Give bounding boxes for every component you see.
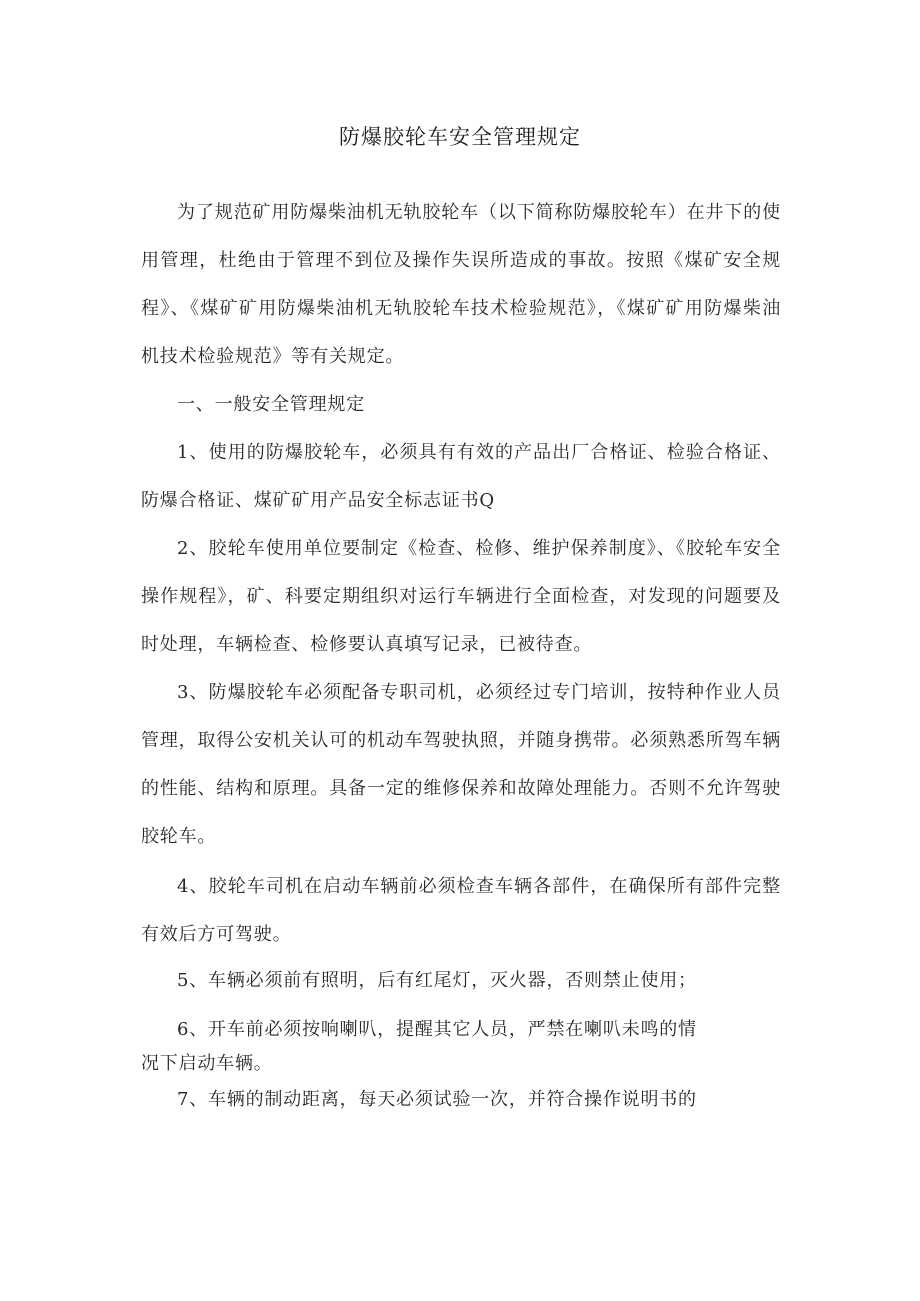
document-title: 防爆胶轮车安全管理规定 [339,125,581,149]
list-item-4: 4、胶轮车司机在启动车辆前必须检查车辆各部件，在确保所有部件完整有效后方可驾驶。 [141,876,781,945]
list-item-6-line-2: 况下启动车辆。 [141,1053,273,1074]
intro-paragraph: 为了规范矿用防爆柴油机无轨胶轮车（以下简称防爆胶轮车）在井下的使用管理，杜绝由于管理不到位及操作失误所造成的事故。按照《煤矿安全规程》、《煤矿矿用防爆柴油机无轨胶轮车技术检验规范》，《煤矿矿用防爆柴油机技术检验规范》等有关规定。 [141,202,781,367]
list-item-6-line-1: 6、开车前必须按响喇叭，提醒其它人员，严禁在喇叭未鸣的情 [177,1019,697,1040]
list-item-2: 2、胶轮车使用单位要制定《检查、检修、维护保养制度》、《胶轮车安全操作规程》，矿、科要定期组织对运行车辆进行全面检查，对发现的问题要及时处理，车辆检查、检修要认真填写记录，已被待查。 [141,538,781,655]
section-heading: 一、一般安全管理规定 [177,394,365,415]
list-item-1: 1、使用的防爆胶轮车，必须具有有效的产品出厂合格证、检验合格证、防爆合格证、煤矿矿用产品安全标志证书Q [141,442,781,511]
list-item-7-line-1: 7、车辆的制动距离，每天必须试验一次，并符合操作说明书的 [177,1089,697,1110]
list-item-5: 5、车辆必须前有照明，后有红尾灯，灭火器，否则禁止使用； [177,970,697,991]
list-item-3: 3、防爆胶轮车必须配备专职司机，必须经过专门培训，按特种作业人员管理，取得公安机关认可的机动车驾驶执照，并随身携带。必须熟悉所驾车辆的性能、结构和原理。具备一定的维修保养和故障处理能力。否则不允许驾驶胶轮车。 [141,682,781,847]
